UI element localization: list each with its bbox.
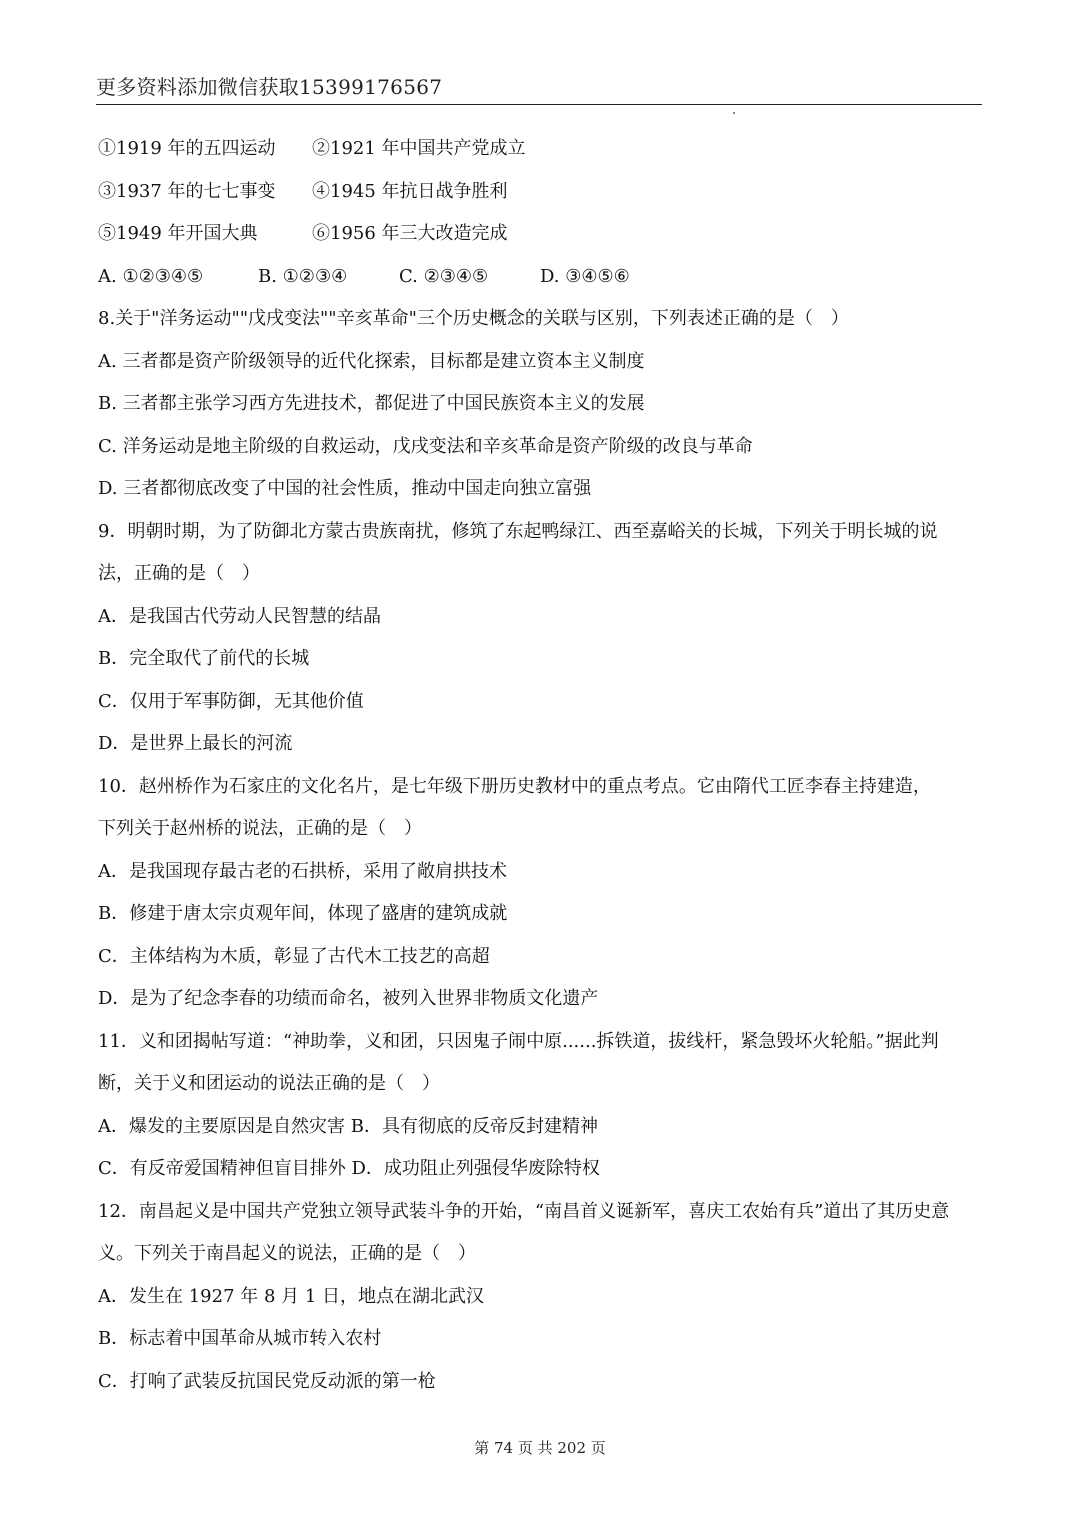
page-number-footer: 第 74 页 共 202 页	[474, 1439, 606, 1457]
answer-option: D．是为了纪念李春的功绩而命名，被列入世界非物质文化遗产	[98, 988, 599, 1009]
stray-dot	[733, 112, 735, 114]
answer-option: B．修建于唐太宗贞观年间，体现了盛唐的建筑成就	[98, 903, 508, 924]
answer-options-ab: A．爆发的主要原因是自然灾害 B．具有彻底的反帝反封建精神	[98, 1115, 598, 1137]
answer-option: A．是我国现存最古老的石拱桥，采用了敞肩拱技术	[98, 860, 507, 882]
answer-option: C. ②③④⑤	[399, 265, 489, 287]
answer-option: B．标志着中国革命从城市转入农村	[98, 1328, 382, 1349]
event-list-row-3	[98, 213, 984, 256]
answer-options-cd: C．有反帝爱国精神但盲目排外 D．成功阻止列强侵华废除特权	[98, 1158, 600, 1179]
question-10-stem: 10．赵州桥作为石家庄的文化名片，是七年级下册历史教材中的重点考点。它由隋代工匠李春主持建造，	[98, 775, 931, 797]
answer-option: C. 洋务运动是地主阶级的自救运动，戊戌变法和辛亥革命是资产阶级的改良与革命	[98, 435, 753, 457]
document-body	[98, 128, 984, 1403]
question-11-stem-cont: 断，关于义和团运动的说法正确的是（ ）	[98, 1073, 440, 1094]
question-10-stem-cont: 下列关于赵州桥的说法，正确的是（ ）	[98, 818, 422, 839]
question-12-stem-cont: 义。下列关于南昌起义的说法，正确的是（ ）	[98, 1243, 476, 1264]
answer-option: A. 三者都是资产阶级领导的近代化探索，目标都是建立资本主义制度	[98, 350, 645, 372]
question-11-stem: 11．义和团揭帖写道：“神助拳，义和团，只因鬼子闹中原......拆铁道，拔线杆，紧急毁坏火轮船。”据此判	[98, 1030, 939, 1052]
answer-option: A. ①②③④⑤	[98, 265, 204, 287]
answer-option: B. ①②③④	[258, 265, 348, 287]
answer-option: B. 三者都主张学习西方先进技术，都促进了中国民族资本主义的发展	[98, 393, 645, 414]
question-8-stem: 8.关于"洋务运动""戊戌变法""辛亥革命"三个历史概念的关联与区别，下列表述正确的是（ ）	[98, 308, 849, 329]
header-contact-text: 更多资料添加微信获取15399176567	[96, 75, 443, 99]
answer-option: D．是世界上最长的河流	[98, 733, 293, 754]
answer-option: A．发生在 1927 年 8 月 1 日，地点在湖北武汉	[98, 1285, 485, 1307]
event-item: ②1921 年中国共产党成立	[312, 138, 526, 159]
event-list-row-1	[98, 128, 984, 171]
answer-option: D. 三者都彻底改变了中国的社会性质，推动中国走向独立富强	[98, 478, 592, 499]
event-item: ①1919 年的五四运动	[98, 138, 276, 159]
answer-option: A．是我国古代劳动人民智慧的结晶	[98, 605, 381, 627]
answer-option: C．主体结构为木质，彰显了古代木工技艺的高超	[98, 945, 490, 967]
event-list-row-2	[98, 171, 984, 214]
event-item: ⑤1949 年开国大典	[98, 223, 258, 244]
question-9-stem-cont: 法，正确的是（ ）	[98, 563, 260, 584]
event-item: ⑥1956 年三大改造完成	[312, 223, 508, 244]
question-9-stem: 9．明朝时期，为了防御北方蒙古贵族南扰，修筑了东起鸭绿江、西至嘉峪关的长城，下列关于明长城的说	[98, 520, 938, 542]
answer-option: B．完全取代了前代的长城	[98, 648, 310, 669]
page-header	[96, 72, 982, 105]
answer-option: C．打响了武装反抗国民党反动派的第一枪	[98, 1370, 436, 1392]
event-item: ③1937 年的七七事变	[98, 180, 276, 202]
question-7-options	[98, 256, 984, 299]
event-item: ④1945 年抗日战争胜利	[312, 180, 508, 202]
answer-option: C．仅用于军事防御，无其他价值	[98, 690, 364, 712]
answer-option: D. ③④⑤⑥	[540, 265, 630, 287]
question-12-stem: 12．南昌起义是中国共产党独立领导武装斗争的开始，“南昌首义诞新军，喜庆工农始有兵”道出了其历史意	[98, 1200, 950, 1222]
